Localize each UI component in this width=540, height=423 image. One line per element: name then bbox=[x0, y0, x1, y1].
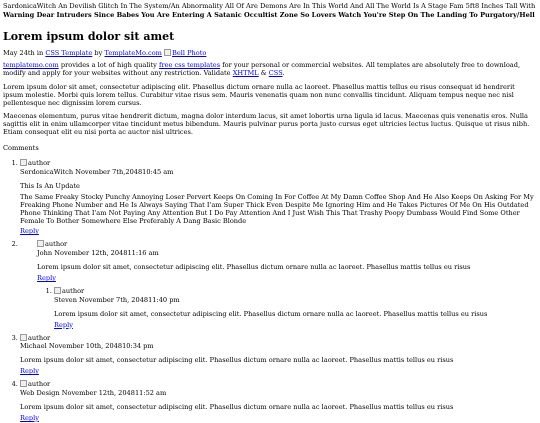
xhtml-link[interactable]: XHTML bbox=[232, 68, 259, 77]
comments-heading: Comments bbox=[3, 144, 39, 153]
post-body-2: Maecenas elementum, purus vitae hendrerit dictum, magna dolor interdum lacus, sit amet lobortis urna ligula id lacus. Maecenas quis venenatis eros. Nulla sagittis elit in enim ullamcorper vitae tincidunt metus bibendum. Mauris pulvinar purus porta justo cursus eget ultricies lectus luctus. Quisque ut risus nibh. Etiam consequat elit eu nisi porta ac auctor nisl ultrices. bbox=[3, 112, 530, 137]
comment-author: Steven November 7th, 204811:40 pm bbox=[54, 295, 180, 304]
category-link[interactable]: CSS Template bbox=[45, 49, 93, 57]
avatar-alt: author bbox=[28, 380, 51, 389]
intro-end: . bbox=[282, 68, 285, 77]
comment-item bbox=[20, 334, 537, 377]
site-header bbox=[3, 3, 537, 20]
comment-avatar bbox=[20, 380, 537, 389]
broken-image-icon bbox=[20, 380, 27, 387]
avatar-alt: author bbox=[28, 159, 51, 168]
reply-link[interactable]: Reply bbox=[20, 367, 39, 376]
comment-text: Lorem ipsum dolor sit amet, consectetur adipiscing elit. Phasellus dictum ornare nulla ac laoreet. Phasellus mattis tellus eu risus bbox=[20, 356, 454, 365]
site-title: SardonicaWitch An Devilish Glitch In The System/An Abnormality All Of Are Demons Are In This World And All The World Is A Stage Fam 5ft8 Inches Tall With bbox=[3, 2, 536, 10]
post-title: Lorem ipsum dolor sit amet bbox=[3, 29, 175, 43]
comment-item bbox=[20, 380, 537, 423]
intro-text-2: for your personal or commercial websites. All templates are absolutely free to download, modify and apply for your websites without any restriction. Validate bbox=[3, 60, 521, 77]
comment-item bbox=[54, 287, 537, 330]
templatemo-link[interactable]: templatemo.com bbox=[3, 60, 59, 69]
comment-thread bbox=[20, 240, 537, 329]
post-intro bbox=[3, 62, 537, 78]
bell-photo-link[interactable] bbox=[164, 49, 206, 57]
post-date: May 24th in bbox=[3, 49, 44, 57]
avatar-alt: author bbox=[62, 286, 85, 295]
comment-list bbox=[3, 159, 537, 423]
post-body-1: Lorem ipsum dolor sit amet, consectetur adipiscing elit. Phasellus dictum ornare nulla ac laoreet. Phasellus mattis tellus eu risus consequat id hendrerit ipsum molestie. Morbi quis lorem tellus. Curabitur vitae risus sem. Mauris venenatis quam non nunc convallis tincidunt. Aliquam tempus neque nec nisl pellentesque nec dignissim lorem cursus. bbox=[3, 82, 515, 107]
broken-image-icon bbox=[20, 159, 27, 166]
comment-text: Lorem ipsum dolor sit amet, consectetur adipiscing elit. Phasellus dictum ornare nulla ac laoreet. Phasellus mattis tellus eu risus bbox=[37, 263, 471, 272]
reply-link[interactable]: Reply bbox=[20, 413, 39, 422]
nested-comment-list bbox=[37, 287, 537, 330]
avatar-alt: author bbox=[28, 333, 51, 342]
comment-body bbox=[37, 240, 537, 329]
comment-text: This Is An Update bbox=[20, 181, 80, 190]
comment-avatar bbox=[20, 159, 537, 168]
free-css-templates-link[interactable]: free css templates bbox=[159, 60, 221, 69]
comment-item bbox=[20, 159, 537, 236]
comment-text: Lorem ipsum dolor sit amet, consectetur adipiscing elit. Phasellus dictum ornare nulla ac laoreet. Phasellus mattis tellus eu risus bbox=[20, 403, 454, 411]
comment-author: Michael November 10th, 204810:34 pm bbox=[20, 342, 154, 351]
bell-photo-alt: Bell Photo bbox=[172, 49, 207, 57]
comment-avatar bbox=[20, 334, 537, 343]
comment-author: SerdonicaWitch November 7th,204810:45 am bbox=[20, 167, 174, 176]
comment-text: The Same Freaky Stocky Punchy Annoying Loser Pervert Keeps On Coming In For Coffee At My Damn Coffee Shop And He Also Keeps On Asking For My Freaking Phone Number and He Is Always Saying That I'am Super Thick Even Despite Me Ignoring Him and He Takes Pictures Of Me On His Outdated Phone Thinking That I'am Not Paying Any Attention But I Do Pay Attention And I Just Wish This That Trashy Poopy Dumbass Would Find Some Other Female To Bother Somewhere Else Preferably A Dang Basic Blonde bbox=[20, 192, 534, 225]
comment-item bbox=[20, 240, 537, 329]
site-tagline: Warning Dear Intruders Since Babes You Are Entering A Satanic Occultist Zone So Lovers Watch You're Step On The Landing To Purgatory/Hell bbox=[3, 10, 535, 19]
reply-link[interactable]: Reply bbox=[54, 320, 73, 329]
comment-avatar bbox=[54, 287, 537, 296]
comment-avatar bbox=[37, 240, 537, 249]
amp-text: & bbox=[260, 68, 267, 77]
reply-link[interactable]: Reply bbox=[20, 227, 39, 236]
comment-author: Web Design November 12th, 204811:52 am bbox=[20, 389, 167, 398]
avatar-alt: author bbox=[45, 240, 68, 249]
comment-text: Lorem ipsum dolor sit amet, consectetur adipiscing elit. Phasellus dictum ornare nulla ac laoreet. Phasellus mattis tellus eu risus bbox=[54, 309, 488, 318]
reply-link[interactable]: Reply bbox=[37, 274, 56, 283]
comment-author: John November 12th, 204811:16 am bbox=[37, 249, 159, 258]
broken-image-icon bbox=[164, 49, 171, 56]
author-link[interactable]: TemplateMo.com bbox=[104, 49, 162, 57]
broken-image-icon bbox=[20, 334, 27, 341]
broken-image-icon bbox=[37, 240, 44, 247]
intro-text-1: provides a lot of high quality bbox=[60, 60, 157, 69]
css-link[interactable]: CSS bbox=[268, 68, 283, 77]
post-by: by bbox=[94, 49, 103, 57]
broken-image-icon bbox=[54, 287, 61, 294]
post-meta bbox=[3, 49, 537, 58]
